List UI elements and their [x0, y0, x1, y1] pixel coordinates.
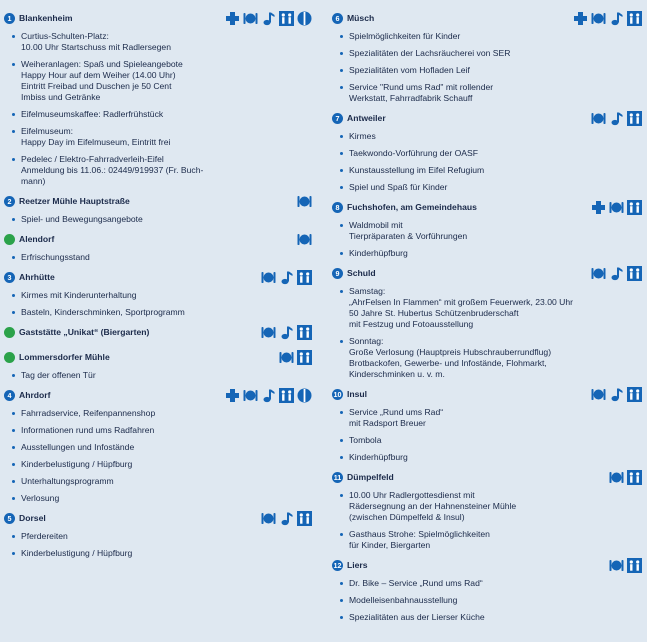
bullet — [340, 35, 343, 38]
list-item — [332, 220, 642, 242]
kids-icon — [279, 388, 294, 403]
bullet — [340, 52, 343, 55]
food-icon — [591, 111, 606, 126]
music-icon — [609, 11, 624, 26]
item-list — [4, 214, 312, 225]
bullet — [340, 494, 343, 497]
location-name: Fuchshofen, am Gemeindehaus — [347, 202, 477, 212]
location-name: Ahrdorf — [19, 390, 51, 400]
bullet — [12, 35, 15, 38]
location-marker: 1 — [4, 13, 15, 24]
food-icon — [243, 11, 258, 26]
food-icon — [261, 270, 276, 285]
list-item-text: Kinderhüpfburg — [349, 248, 408, 258]
list-item-text: Erfrischungsstand — [21, 252, 90, 262]
list-item-text: Ausstellungen und Infostände — [21, 442, 135, 452]
list-item — [4, 476, 312, 487]
location-marker: 5 — [4, 513, 15, 524]
location-name: Insul — [347, 389, 368, 399]
location-marker: 6 — [332, 13, 343, 24]
list-item-text: Curtius-Schulten-Platz: 10.00 Uhr Startschuss mit Radlersegen — [21, 31, 171, 52]
bullet — [12, 158, 15, 161]
list-item — [4, 307, 312, 318]
bullet — [340, 152, 343, 155]
music-icon — [261, 11, 276, 26]
list-item — [332, 48, 642, 59]
list-item-text: Tag der offenen Tür — [21, 370, 96, 380]
list-item — [332, 529, 642, 551]
location-header — [332, 557, 642, 574]
bullet — [340, 533, 343, 536]
bullet — [12, 294, 15, 297]
list-item — [332, 31, 642, 42]
amenity-icons — [609, 470, 642, 486]
location-name: Blankenheim — [19, 13, 73, 23]
item-list — [332, 578, 642, 623]
music-icon — [609, 266, 624, 281]
location-header — [332, 110, 642, 127]
music-icon — [279, 270, 294, 285]
location-header — [332, 10, 642, 27]
location-block — [4, 193, 312, 225]
bullet — [12, 552, 15, 555]
location-block — [332, 386, 642, 463]
food-icon — [591, 266, 606, 281]
first-aid-icon — [225, 11, 240, 26]
location-marker — [4, 352, 15, 363]
bullet — [340, 224, 343, 227]
list-item — [332, 578, 642, 589]
location-header — [332, 386, 642, 403]
list-item-text: Pferdereiten — [21, 531, 68, 541]
kids-icon — [627, 558, 642, 573]
location-marker: 3 — [4, 272, 15, 283]
music-icon — [279, 325, 294, 340]
location-header — [332, 469, 642, 486]
list-item — [4, 459, 312, 470]
list-item-text: Kinderhüpfburg — [349, 452, 408, 462]
location-header — [4, 10, 312, 27]
list-item — [4, 154, 312, 187]
list-item — [332, 612, 642, 623]
list-item-text: 10.00 Uhr Radlergottesdienst mit Rädersegnung an der Hahnensteiner Mühle (zwischen Dümpelfeld & Insul) — [349, 490, 517, 522]
location-marker: 4 — [4, 390, 15, 401]
list-item — [332, 286, 642, 330]
list-item — [4, 425, 312, 436]
list-item-text: Samstag: „AhrFelsen In Flammen“ mit großem Feuerwerk, 23.00 Uhr 50 Jahre St. Hubertus Schützenbruderschaft mit Festzug und Fotoausstellung — [349, 286, 573, 329]
amenity-icons — [225, 388, 312, 404]
list-item — [332, 65, 642, 76]
item-list — [4, 370, 312, 381]
list-item — [4, 548, 312, 559]
list-item-text: Waldmobil mit Tierpräparaten & Vorführungen — [349, 220, 468, 241]
item-list — [4, 408, 312, 504]
list-item — [4, 290, 312, 301]
amenity-icons — [279, 350, 312, 366]
location-marker — [4, 234, 15, 245]
location-block — [332, 557, 642, 623]
list-item — [4, 214, 312, 225]
kids-icon — [627, 266, 642, 281]
kids-icon — [279, 11, 294, 26]
food-icon — [609, 200, 624, 215]
item-list — [4, 252, 312, 263]
kids-icon — [627, 470, 642, 485]
food-icon — [609, 558, 624, 573]
list-item-text: Spezialitäten der Lachsräucherei von SER — [349, 48, 511, 58]
kids-icon — [297, 325, 312, 340]
item-list — [332, 407, 642, 463]
food-icon — [591, 11, 606, 26]
list-item-text: Unterhaltungsprogramm — [21, 476, 114, 486]
bullet — [340, 135, 343, 138]
list-item-text: Spiel- und Bewegungsangebote — [21, 214, 143, 224]
location-block — [332, 199, 642, 259]
list-item — [4, 531, 312, 542]
amenity-icons — [297, 194, 312, 210]
list-item — [332, 595, 642, 606]
list-item — [332, 165, 642, 176]
amenity-icons — [609, 558, 642, 574]
list-item-text: Spezialitäten aus der Lierser Küche — [349, 612, 485, 622]
bullet — [12, 412, 15, 415]
list-item-text: Service "Rund ums Rad" mit rollender Werkstatt, Fahrradfabrik Schauff — [349, 82, 494, 103]
location-name: Ahrhütte — [19, 272, 55, 282]
location-marker: 7 — [332, 113, 343, 124]
location-block — [4, 510, 312, 559]
amenity-icons — [261, 270, 312, 286]
location-name: Reetzer Mühle Hauptstraße — [19, 196, 130, 206]
item-list — [332, 131, 642, 193]
location-marker: 9 — [332, 268, 343, 279]
location-block — [4, 10, 312, 187]
location-name: Liers — [347, 560, 368, 570]
toilet-icon — [297, 388, 312, 403]
list-item — [332, 435, 642, 446]
location-block — [4, 387, 312, 504]
location-name: Antweiler — [347, 113, 386, 123]
list-item — [332, 452, 642, 463]
amenity-icons — [591, 387, 642, 403]
location-marker: 10 — [333, 390, 342, 399]
bullet — [12, 218, 15, 221]
music-icon — [609, 111, 624, 126]
location-name: Dorsel — [19, 513, 46, 523]
list-item-text: Spielmöglichkeiten für Kinder — [349, 31, 461, 41]
bullet — [340, 456, 343, 459]
amenity-icons — [591, 111, 642, 127]
bullet — [12, 63, 15, 66]
bullet — [340, 252, 343, 255]
bullet — [340, 69, 343, 72]
location-block — [4, 324, 312, 341]
location-name: Müsch — [347, 13, 375, 23]
food-icon — [297, 194, 312, 209]
food-icon — [609, 470, 624, 485]
bullet — [12, 497, 15, 500]
bullet — [12, 463, 15, 466]
food-icon — [261, 325, 276, 340]
kids-icon — [627, 200, 642, 215]
bullet — [12, 480, 15, 483]
list-item-text: Gasthaus Strohe: Spielmöglichkeiten für Kinder, Biergarten — [349, 529, 490, 550]
list-item — [332, 407, 642, 429]
kids-icon — [627, 387, 642, 402]
list-item — [4, 493, 312, 504]
food-icon — [591, 387, 606, 402]
list-item-text: Dr. Bike – Service „Rund ums Rad“ — [349, 578, 483, 588]
list-item-text: Kinderbelustigung / Hüpfburg — [21, 548, 133, 558]
first-aid-icon — [225, 388, 240, 403]
bullet — [12, 535, 15, 538]
kids-icon — [297, 511, 312, 526]
location-header — [4, 193, 312, 210]
amenity-icons — [261, 325, 312, 341]
location-header — [332, 265, 642, 282]
location-name: Schuld — [347, 268, 376, 278]
first-aid-icon — [591, 200, 606, 215]
amenity-icons — [297, 232, 312, 248]
music-icon — [261, 388, 276, 403]
list-item — [332, 182, 642, 193]
amenity-icons — [591, 200, 642, 216]
kids-icon — [297, 270, 312, 285]
location-block — [332, 10, 642, 104]
location-header — [332, 199, 642, 216]
amenity-icons — [591, 266, 642, 282]
list-item-text: Verlosung — [21, 493, 60, 503]
location-header — [4, 269, 312, 286]
list-item — [4, 442, 312, 453]
item-list — [4, 31, 312, 187]
bullet — [12, 429, 15, 432]
item-list — [4, 531, 312, 559]
bullet — [12, 130, 15, 133]
location-marker: 12 — [333, 561, 342, 570]
list-item-text: Service „Rund ums Rad“ mit Radsport Breuer — [349, 407, 444, 428]
list-item-text: Kinderbelustigung / Hüpfburg — [21, 459, 133, 469]
list-item-text: Sonntag: Große Verlosung (Hauptpreis Hubschrauberrundflug) Brotbackofen, Gewerbe- und Infostände, Flohmarkt, Kinderschminken u. v. m. — [349, 336, 552, 379]
item-list — [4, 290, 312, 318]
item-list — [332, 220, 642, 259]
list-item — [4, 408, 312, 419]
food-icon — [297, 232, 312, 247]
bullet — [12, 311, 15, 314]
list-item-text: Modelleisenbahnausstellung — [349, 595, 458, 605]
list-item-text: Spiel und Spaß für Kinder — [349, 182, 448, 192]
bullet — [340, 616, 343, 619]
kids-icon — [627, 111, 642, 126]
list-item — [332, 82, 642, 104]
list-item — [332, 131, 642, 142]
list-item-text: Kirmes mit Kinderunterhaltung — [21, 290, 137, 300]
bullet — [12, 256, 15, 259]
location-name: Lommersdorfer Mühle — [19, 352, 110, 362]
location-header — [4, 510, 312, 527]
bullet — [12, 374, 15, 377]
first-aid-icon — [573, 11, 588, 26]
bullet — [340, 582, 343, 585]
list-item-text: Fahrradservice, Reifenpannenshop — [21, 408, 156, 418]
list-item-text: Informationen rund ums Radfahren — [21, 425, 155, 435]
music-icon — [609, 387, 624, 402]
list-item-text: Basteln, Kinderschminken, Sportprogramm — [21, 307, 185, 317]
location-header — [4, 231, 312, 248]
list-item-text: Kunstausstellung im Eifel Refugium — [349, 165, 485, 175]
location-name: Alendorf — [19, 234, 55, 244]
bullet — [340, 411, 343, 414]
toilet-icon — [297, 11, 312, 26]
location-header — [4, 349, 312, 366]
bullet — [340, 290, 343, 293]
bullet — [340, 340, 343, 343]
list-item — [332, 336, 642, 380]
bullet — [340, 169, 343, 172]
list-item-text: Pedelec / Elektro-Fahrradverleih-Eifel Anmeldung bis 11.06.: 02449/919937 (Fr. Buch- mann) — [21, 154, 204, 186]
location-block — [332, 110, 642, 193]
location-marker — [4, 327, 15, 338]
location-block — [332, 469, 642, 551]
amenity-icons — [225, 11, 312, 27]
item-list — [332, 31, 642, 104]
music-icon — [279, 511, 294, 526]
left-column — [4, 10, 312, 565]
location-header — [4, 324, 312, 341]
list-item — [4, 252, 312, 263]
bullet — [12, 446, 15, 449]
list-item-text: Tombola — [349, 435, 382, 445]
location-marker: 11 — [333, 473, 342, 482]
list-item-text: Taekwondo-Vorführung der OASF — [349, 148, 478, 158]
location-block — [4, 269, 312, 318]
list-item — [332, 148, 642, 159]
list-item — [332, 490, 642, 523]
location-block — [332, 265, 642, 380]
list-item — [332, 248, 642, 259]
bullet — [340, 86, 343, 89]
list-item-text: Weiheranlagen: Spaß und Spieleangebote Happy Hour auf dem Weiher (14.00 Uhr) Eintritt Freibad und Duschen je 50 Cent Imbiss und Getränke — [21, 59, 183, 102]
list-item — [4, 59, 312, 103]
location-marker: 8 — [332, 202, 343, 213]
kids-icon — [297, 350, 312, 365]
list-item — [4, 370, 312, 381]
location-marker: 2 — [4, 196, 15, 207]
bullet — [340, 599, 343, 602]
right-column — [332, 10, 642, 629]
location-block — [4, 349, 312, 381]
list-item — [4, 109, 312, 120]
bullet — [12, 113, 15, 116]
item-list — [332, 490, 642, 551]
list-item-text: Eifelmuseum: Happy Day im Eifelmuseum, Eintritt frei — [21, 126, 171, 147]
location-block — [4, 231, 312, 263]
location-name: Dümpelfeld — [347, 472, 394, 482]
list-item-text: Eifelmuseumskaffee: Radlerfrühstück — [21, 109, 164, 119]
kids-icon — [627, 11, 642, 26]
location-header — [4, 387, 312, 404]
bullet — [340, 186, 343, 189]
list-item — [4, 126, 312, 148]
amenity-icons — [573, 11, 642, 27]
list-item-text: Spezialitäten vom Hofladen Leif — [349, 65, 470, 75]
list-item — [4, 31, 312, 53]
food-icon — [279, 350, 294, 365]
list-item-text: Kirmes — [349, 131, 376, 141]
food-icon — [261, 511, 276, 526]
item-list — [332, 286, 642, 380]
amenity-icons — [261, 511, 312, 527]
location-name: Gaststätte „Unikat“ (Biergarten) — [19, 327, 150, 337]
food-icon — [243, 388, 258, 403]
bullet — [340, 439, 343, 442]
